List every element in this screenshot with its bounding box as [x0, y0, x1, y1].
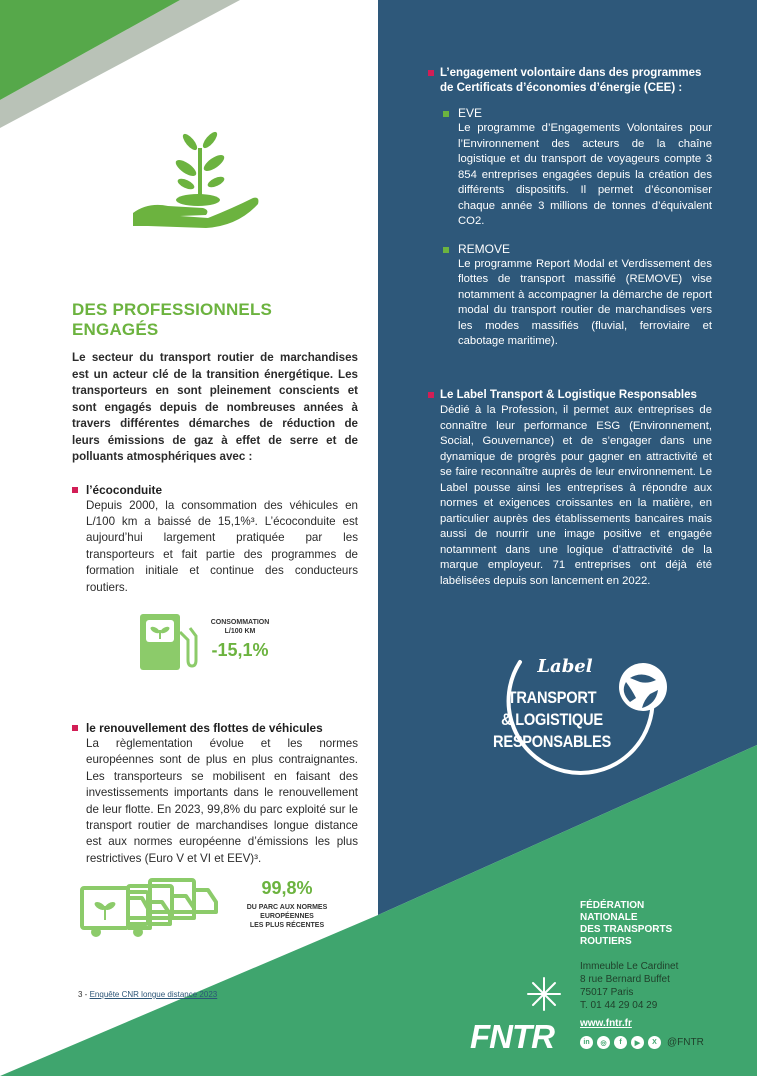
- youtube-icon[interactable]: ▶: [631, 1036, 644, 1049]
- eve-item: [428, 106, 712, 230]
- ecoconduite-item: [72, 482, 358, 596]
- label-body: Dédié à la Profession, il permet aux entreprises de connaître leur performance ESG (Environnement, Social, Gouvernance) et de s’engager dans une dynamique de progrès pour gagner en attractivité et se faire reconnaître auprès de leur environnement. Le Label pousse ainsi les entreprises à répondre aux normes et exigences croissantes en la matière, en particulier auprès des établissements bancaires mais aussi de nourrir une image positive et engagée notamment dans une logique d’attractivité de la marque employeur. 71 entreprises ont déjà été labélisées depuis son lancement en 2022.: [440, 404, 712, 587]
- section-title: DES PROFESSIONNELS ENGAGÉS: [72, 300, 273, 339]
- fleet-share-label: DU PARC AUX NORMES EUROPÉENNES LES PLUS RÉCENTES: [246, 904, 328, 929]
- label-logo-script: Label: [537, 656, 593, 677]
- footnote: 3 - Enquête CNR longue distance 2023: [78, 990, 218, 999]
- address-block: Immeuble Le Cardinet 8 rue Bernard Buffet 75017 Paris T. 01 44 29 04 29: [580, 961, 679, 1011]
- remove-item: [428, 242, 712, 350]
- label-logo-line2: & LOGISTIQUE: [501, 710, 603, 729]
- footnote-link[interactable]: Enquête CNR longue distance 2023: [89, 990, 218, 999]
- eve-body: Le programme d’Engagements Volontaires pour l’Environnement des acteurs de la chaîne logistique et du transport de voyageurs compte 3 854 entreprises engagées depuis la création des différents dispositifs. Il permet d’économiser chaque année 3 millions de tonnes d’équivalent CO2.: [458, 122, 712, 227]
- social-links: [580, 1036, 704, 1049]
- federation-name: FÉDÉRATION NATIONALE DES TRANSPORTS ROUTIERS: [580, 900, 673, 947]
- cee-section: [428, 66, 712, 350]
- website-link[interactable]: www.fntr.fr: [580, 1018, 632, 1029]
- label-logo-line1: TRANSPORT: [507, 688, 597, 707]
- consumption-label: CONSOMMATION L/100 KM: [210, 619, 270, 635]
- label-logo-line3: RESPONSABLES: [493, 732, 611, 751]
- ecoconduite-title: l’écoconduite: [72, 482, 358, 498]
- left-column: [72, 300, 358, 867]
- intro-paragraph: Le secteur du transport routier de marchandises est un acteur clé de la transition énergétique. Les transporteurs en sont pleinement conscients et sont engagés depuis de nombreuses années à travers différentes démarches de réduction de leurs émissions de gaz à effet de serre et de polluants atmosphériques avec :: [72, 351, 358, 463]
- label-title: Le Label Transport & Logistique Responsables: [428, 388, 712, 403]
- fuel-pump-icon: [138, 612, 202, 672]
- brand-star-icon: [526, 976, 562, 1012]
- fntr-logo: FNTR: [470, 1018, 554, 1055]
- ecoconduite-body: Depuis 2000, la consommation des véhicules en L/100 km a baissé de 15,1%³. L’écoconduite est aujourd’hui largement pratiquée par les transporteurs et fait partie des programmes de formation initiale et continue des conducteurs routiers.: [86, 498, 358, 594]
- fleet-renewal-title: le renouvellement des flottes de véhicules: [72, 720, 358, 736]
- fleet-renewal-item: [72, 720, 358, 867]
- green-top-left: [0, 0, 180, 100]
- social-handle: @FNTR: [667, 1037, 704, 1048]
- label-section: [428, 388, 712, 589]
- remove-title: REMOVE: [458, 242, 712, 257]
- remove-body: Le programme Report Modal et Verdissement des flottes de transport massifié (REMOVE) vise notamment à accompagner la démarche de report modal du transport routier de marchandises vers les modes massifiés (fluvial, ferroviaire et cabotage maritime).: [458, 257, 712, 347]
- eve-title: EVE: [458, 106, 712, 121]
- x-icon[interactable]: X: [648, 1036, 661, 1049]
- cee-title: L’engagement volontaire dans des programmes de Certificats d’économies d’énergie (CEE) :: [428, 66, 712, 96]
- instagram-icon[interactable]: ◎: [597, 1036, 610, 1049]
- linkedin-icon[interactable]: in: [580, 1036, 593, 1049]
- fleet-share-value: 99,8%: [261, 878, 313, 898]
- trucks-icon: [80, 874, 230, 938]
- consumption-value: -15,1%: [211, 640, 269, 660]
- fleet-renewal-body: La règlementation évolue et les normes européennes sont de plus en plus contraignantes. Les transporteurs se mobilisent en faisant des investissements importants dans le renouvellement de leur flotte. En 2023, 99,8% du parc exploité sur le transport routier de marchandises longue distance est aux normes européenne d’émissions les plus restrictives (Euro V et VI et EEV)³.: [86, 736, 358, 865]
- facebook-icon[interactable]: f: [614, 1036, 627, 1049]
- plant-in-hand-icon: [128, 118, 268, 238]
